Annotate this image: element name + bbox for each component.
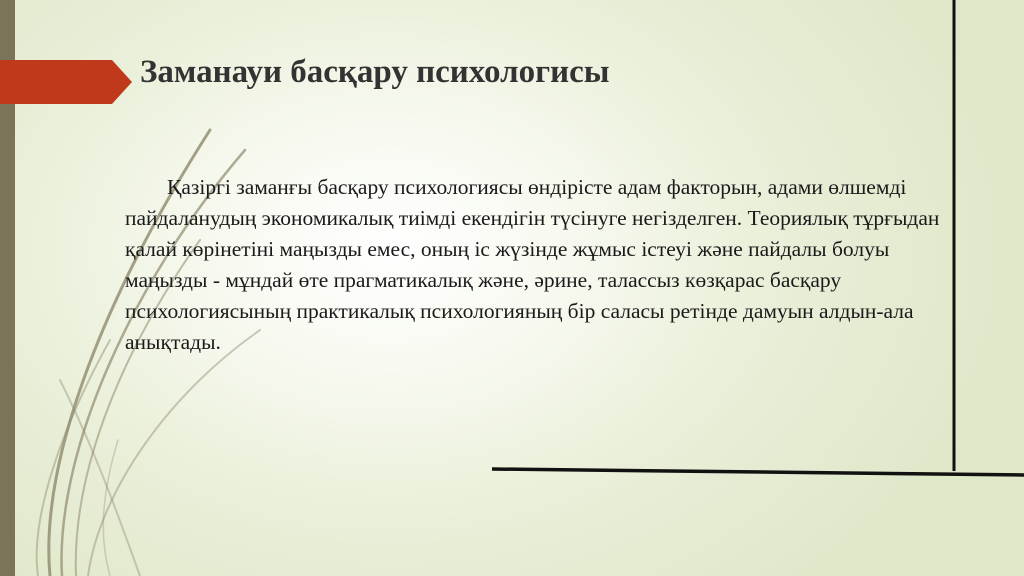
slide-title: Заманауи басқару психологисы bbox=[140, 54, 610, 90]
frame-horizontal-line bbox=[492, 469, 1024, 475]
title-accent-arrow bbox=[0, 60, 132, 104]
slide-body-text: Қазіргі заманғы басқару психологиясы өндірісте адам факторын, адами өлшемді пайдаланудың экономикалық тиімді екендігін түсінуге негізделген. Теориялық тұрғыдан қалай көрінетіні маңызды емес, оның іс жүзінде жұмыс істеуі және пайдалы болуы маңызды - мұндай өте прагматикалық және, әрине, талассыз көзқарас басқару психологиясының практикалық психологияның бір саласы ретінде дамуын алдын-ала анықтады. bbox=[125, 175, 940, 354]
